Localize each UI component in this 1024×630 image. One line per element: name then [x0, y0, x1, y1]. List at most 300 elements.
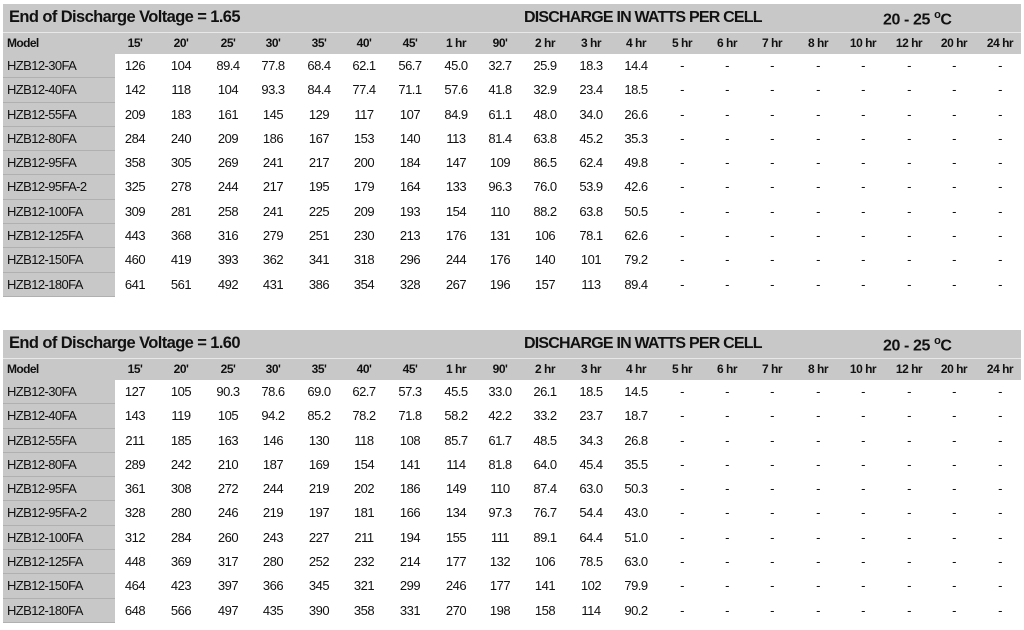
model-name: HZB12-180FA [3, 273, 115, 297]
value-cell: 331 [399, 602, 421, 618]
value-cell: 241 [262, 155, 284, 171]
value-cell: - [816, 276, 820, 292]
value-cell: 492 [217, 276, 239, 292]
table-row [3, 574, 1021, 598]
value-cell: 184 [399, 155, 421, 171]
value-cell: - [907, 554, 911, 570]
value-cell: 341 [308, 252, 330, 268]
value-cell: - [680, 106, 684, 122]
value-cell: 18.5 [624, 82, 648, 98]
value-cell: 107 [399, 106, 421, 122]
value-cell: 51.0 [624, 529, 648, 545]
value-cell: - [770, 602, 774, 618]
value-cell: 114 [446, 456, 466, 472]
value-cell: - [907, 179, 911, 195]
value-cell: - [816, 106, 820, 122]
column-header: 90' [492, 36, 508, 50]
model-name: HZB12-125FA [3, 550, 115, 574]
model-name: HZB12-100FA [3, 526, 115, 550]
value-cell: - [998, 155, 1002, 171]
value-cell: 68.4 [307, 58, 331, 73]
value-cell: 26.6 [624, 106, 648, 122]
title-bar [3, 4, 1021, 32]
column-header: 24 hr [986, 36, 1014, 50]
value-cell: 131 [489, 228, 511, 244]
value-cell: 154 [353, 456, 375, 472]
value-cell: 280 [262, 554, 284, 570]
value-cell: - [907, 529, 911, 545]
value-cell: 141 [534, 578, 556, 594]
value-cell: 147 [445, 155, 467, 171]
value-cell: 96.3 [488, 179, 512, 195]
value-cell: 217 [262, 179, 284, 195]
value-cell: - [816, 58, 820, 73]
value-cell: 14.4 [624, 58, 648, 73]
model-name: HZB12-150FA [3, 248, 115, 272]
column-header: 12 hr [895, 36, 923, 50]
value-cell: 104 [217, 82, 239, 98]
value-cell: - [998, 58, 1002, 73]
column-header: 25' [220, 362, 236, 376]
value-cell: 18.3 [579, 58, 603, 73]
column-header: 40' [356, 36, 372, 50]
value-cell: - [998, 456, 1002, 472]
value-cell: 281 [170, 203, 192, 219]
value-cell: 358 [353, 602, 375, 618]
value-cell: 25.9 [533, 58, 557, 73]
value-cell: - [907, 203, 911, 219]
value-cell: - [816, 252, 820, 268]
value-cell: 118 [171, 82, 191, 98]
header-row [3, 32, 1021, 54]
value-cell: - [770, 408, 774, 424]
value-cell: 41.8 [488, 82, 512, 98]
value-cell: - [725, 432, 729, 448]
value-cell: 321 [353, 578, 375, 594]
value-cell: 242 [170, 456, 192, 472]
value-cell: 177 [489, 578, 511, 594]
value-cell: - [770, 384, 774, 399]
value-cell: 244 [217, 179, 239, 195]
value-cell: 368 [170, 228, 192, 244]
value-cell: 34.3 [579, 432, 603, 448]
value-cell: - [952, 155, 956, 171]
value-cell: - [952, 408, 956, 424]
value-cell: 45.4 [579, 456, 603, 472]
table-subtitle: DISCHARGE IN WATTS PER CELL [524, 335, 762, 352]
value-cell: - [816, 384, 820, 399]
value-cell: 328 [124, 505, 146, 521]
value-cell: 93.3 [261, 82, 285, 98]
value-cell: 62.4 [579, 155, 603, 171]
value-cell: 69.0 [307, 384, 331, 399]
value-cell: 141 [399, 456, 421, 472]
value-cell: 211 [125, 432, 145, 448]
table-row [3, 54, 1021, 78]
model-name: HZB12-95FA-2 [3, 501, 115, 525]
table-row [3, 501, 1021, 525]
value-cell: 26.1 [533, 384, 557, 399]
value-cell: - [952, 456, 956, 472]
value-cell: 214 [399, 554, 421, 570]
value-cell: 90.3 [216, 384, 240, 399]
table-row [3, 175, 1021, 199]
temperature-value: 20 - 25 [883, 11, 935, 29]
value-cell: 200 [353, 155, 375, 171]
value-cell: - [861, 456, 865, 472]
value-cell: - [952, 130, 956, 146]
value-cell: - [952, 228, 956, 244]
value-cell: - [725, 529, 729, 545]
table-row [3, 599, 1021, 623]
value-cell: 354 [353, 276, 375, 292]
value-cell: 89.4 [216, 58, 240, 73]
model-name: HZB12-80FA [3, 127, 115, 151]
title-bar [3, 330, 1021, 358]
value-cell: 209 [353, 203, 375, 219]
value-cell: 225 [308, 203, 330, 219]
value-cell: 566 [170, 602, 192, 618]
value-cell: 106 [534, 228, 556, 244]
value-cell: 328 [399, 276, 421, 292]
value-cell: - [907, 505, 911, 521]
table-row [3, 550, 1021, 574]
value-cell: 45.5 [444, 384, 468, 399]
value-cell: 90.2 [624, 602, 648, 618]
value-cell: 284 [170, 529, 192, 545]
value-cell: - [770, 432, 774, 448]
value-cell: - [770, 179, 774, 195]
value-cell: 209 [217, 130, 239, 146]
value-cell: 186 [399, 481, 421, 497]
model-name: HZB12-55FA [3, 103, 115, 127]
value-cell: 113 [581, 276, 601, 292]
value-cell: 181 [353, 505, 375, 521]
value-cell: - [861, 155, 865, 171]
value-cell: 48.5 [533, 432, 557, 448]
value-cell: - [816, 228, 820, 244]
value-cell: - [680, 130, 684, 146]
value-cell: 129 [308, 106, 330, 122]
column-header: 3 hr [580, 362, 601, 376]
value-cell: 267 [445, 276, 467, 292]
column-header: 15' [127, 362, 143, 376]
value-cell: - [952, 481, 956, 497]
value-cell: 84.9 [444, 106, 468, 122]
value-cell: 43.0 [624, 505, 648, 521]
value-cell: 316 [217, 228, 239, 244]
table-row [3, 103, 1021, 127]
model-name: HZB12-180FA [3, 599, 115, 623]
value-cell: 176 [445, 228, 467, 244]
value-cell: - [952, 432, 956, 448]
value-cell: - [998, 408, 1002, 424]
column-header: 24 hr [986, 362, 1014, 376]
value-cell: 33.0 [488, 384, 512, 399]
value-cell: 50.5 [624, 203, 648, 219]
value-cell: 105 [170, 384, 192, 399]
column-header: 2 hr [534, 362, 555, 376]
value-cell: 153 [353, 130, 375, 146]
value-cell: - [952, 203, 956, 219]
value-cell: - [680, 554, 684, 570]
value-cell: - [680, 481, 684, 497]
column-header: 35' [311, 36, 327, 50]
value-cell: 64.4 [579, 529, 603, 545]
table-row [3, 127, 1021, 151]
value-cell: - [907, 228, 911, 244]
value-cell: - [770, 276, 774, 292]
value-cell: 76.0 [533, 179, 557, 195]
value-cell: 460 [124, 252, 146, 268]
value-cell: - [861, 578, 865, 594]
value-cell: - [998, 554, 1002, 570]
value-cell: 79.2 [624, 252, 648, 268]
value-cell: 57.6 [444, 82, 468, 98]
value-cell: - [680, 203, 684, 219]
value-cell: 48.0 [533, 106, 557, 122]
table-title: End of Discharge Voltage = 1.60 [9, 334, 240, 352]
value-cell: 18.7 [624, 408, 648, 424]
model-name: HZB12-150FA [3, 574, 115, 598]
value-cell: - [998, 130, 1002, 146]
value-cell: 386 [308, 276, 330, 292]
value-cell: 197 [308, 505, 330, 521]
value-cell: 164 [399, 179, 421, 195]
value-cell: 49.8 [624, 155, 648, 171]
value-cell: 448 [124, 554, 146, 570]
value-cell: - [998, 179, 1002, 195]
temperature-unit: C [940, 337, 952, 355]
value-cell: - [725, 554, 729, 570]
value-cell: 140 [534, 252, 556, 268]
value-cell: - [725, 505, 729, 521]
value-cell: - [680, 529, 684, 545]
model-name: HZB12-95FA [3, 477, 115, 501]
value-cell: 185 [170, 432, 192, 448]
column-header: 20 hr [940, 36, 968, 50]
value-cell: 209 [124, 106, 146, 122]
value-cell: 177 [445, 554, 467, 570]
value-cell: - [725, 82, 729, 98]
value-cell: - [770, 203, 774, 219]
value-cell: - [952, 58, 956, 73]
value-cell: 423 [170, 578, 192, 594]
value-cell: - [907, 408, 911, 424]
value-cell: - [770, 481, 774, 497]
column-header: 40' [356, 362, 372, 376]
value-cell: - [952, 106, 956, 122]
column-header: 8 hr [807, 36, 828, 50]
value-cell: 111 [490, 529, 510, 545]
value-cell: 78.1 [579, 228, 603, 244]
value-cell: 280 [170, 505, 192, 521]
value-cell: 76.7 [533, 505, 557, 521]
value-cell: 269 [217, 155, 239, 171]
value-cell: - [816, 155, 820, 171]
value-cell: - [725, 408, 729, 424]
value-cell: 155 [445, 529, 467, 545]
value-cell: - [952, 505, 956, 521]
value-cell: 89.4 [624, 276, 648, 292]
model-header: Model [3, 33, 115, 54]
value-cell: 194 [399, 529, 421, 545]
value-cell: 361 [124, 481, 146, 497]
value-cell: - [998, 106, 1002, 122]
column-header: 90' [492, 362, 508, 376]
value-cell: 53.9 [579, 179, 603, 195]
value-cell: - [680, 82, 684, 98]
value-cell: - [861, 432, 865, 448]
value-cell: 35.3 [624, 130, 648, 146]
value-cell: 78.6 [261, 384, 285, 399]
value-cell: - [770, 578, 774, 594]
value-cell: 130 [308, 432, 330, 448]
value-cell: 246 [217, 505, 239, 521]
value-cell: - [680, 228, 684, 244]
model-name: HZB12-95FA [3, 151, 115, 175]
value-cell: 325 [124, 179, 146, 195]
value-cell: - [907, 276, 911, 292]
value-cell: - [861, 276, 865, 292]
value-cell: 62.6 [624, 228, 648, 244]
value-cell: 142 [124, 82, 146, 98]
value-cell: 57.3 [398, 384, 422, 399]
value-cell: - [680, 276, 684, 292]
value-cell: 127 [124, 384, 146, 399]
value-cell: 210 [217, 456, 239, 472]
value-cell: - [952, 554, 956, 570]
value-cell: 34.0 [579, 106, 603, 122]
value-cell: - [861, 529, 865, 545]
value-cell: - [816, 130, 820, 146]
value-cell: - [816, 456, 820, 472]
value-cell: 88.2 [533, 203, 557, 219]
value-cell: 227 [308, 529, 330, 545]
value-cell: - [952, 82, 956, 98]
value-cell: - [998, 276, 1002, 292]
value-cell: - [725, 203, 729, 219]
value-cell: 35.5 [624, 456, 648, 472]
value-cell: 166 [399, 505, 421, 521]
value-cell: 157 [534, 276, 556, 292]
value-cell: - [861, 602, 865, 618]
value-cell: - [861, 228, 865, 244]
value-cell: 84.4 [307, 82, 331, 98]
value-cell: 318 [353, 252, 375, 268]
value-cell: - [861, 252, 865, 268]
value-cell: 14.5 [624, 384, 648, 399]
value-cell: - [952, 384, 956, 399]
value-cell: - [725, 179, 729, 195]
value-cell: - [907, 252, 911, 268]
value-cell: 54.4 [579, 505, 603, 521]
value-cell: 132 [489, 554, 511, 570]
value-cell: 58.2 [444, 408, 468, 424]
value-cell: - [770, 130, 774, 146]
value-cell: - [861, 481, 865, 497]
value-cell: 64.0 [533, 456, 557, 472]
value-cell: - [770, 252, 774, 268]
degree-symbol: o [934, 9, 941, 21]
value-cell: - [725, 58, 729, 73]
value-cell: - [816, 602, 820, 618]
column-header: 1 hr [445, 362, 466, 376]
value-cell: 497 [217, 602, 239, 618]
value-cell: - [770, 155, 774, 171]
value-cell: 63.0 [624, 554, 648, 570]
column-header: 6 hr [716, 36, 737, 50]
column-header: 20' [173, 362, 189, 376]
value-cell: 109 [489, 155, 511, 171]
value-cell: 50.3 [624, 481, 648, 497]
value-cell: - [861, 554, 865, 570]
column-header: 8 hr [807, 362, 828, 376]
value-cell: - [680, 505, 684, 521]
value-cell: - [861, 203, 865, 219]
value-cell: 63.8 [533, 130, 557, 146]
value-cell: - [725, 276, 729, 292]
value-cell: 85.2 [307, 408, 331, 424]
value-cell: - [861, 106, 865, 122]
value-cell: 317 [217, 554, 239, 570]
value-cell: 419 [170, 252, 192, 268]
value-cell: 81.8 [488, 456, 512, 472]
value-cell: 133 [445, 179, 467, 195]
column-header: 7 hr [761, 36, 782, 50]
value-cell: 169 [308, 456, 330, 472]
value-cell: 45.0 [444, 58, 468, 73]
column-header: 2 hr [534, 36, 555, 50]
value-cell: 77.4 [352, 82, 376, 98]
value-cell: 198 [489, 602, 511, 618]
model-name: HZB12-100FA [3, 200, 115, 224]
value-cell: 241 [262, 203, 284, 219]
value-cell: 81.4 [488, 130, 512, 146]
value-cell: - [680, 432, 684, 448]
table-row [3, 200, 1021, 224]
value-cell: - [861, 130, 865, 146]
temperature-unit: C [940, 11, 952, 29]
value-cell: - [680, 179, 684, 195]
value-cell: - [861, 505, 865, 521]
temperature-range [883, 9, 952, 29]
value-cell: - [952, 529, 956, 545]
table-title: End of Discharge Voltage = 1.65 [9, 8, 240, 26]
value-cell: - [725, 155, 729, 171]
value-cell: 149 [445, 481, 467, 497]
discharge-table-2 [3, 330, 1021, 623]
value-cell: 32.9 [533, 82, 557, 98]
value-cell: 296 [399, 252, 421, 268]
value-cell: - [907, 106, 911, 122]
table-row [3, 380, 1021, 404]
value-cell: 279 [262, 228, 284, 244]
column-header: 5 hr [671, 36, 692, 50]
value-cell: 87.4 [533, 481, 557, 497]
value-cell: 179 [353, 179, 375, 195]
value-cell: - [680, 602, 684, 618]
value-cell: - [952, 276, 956, 292]
value-cell: 464 [124, 578, 146, 594]
value-cell: - [861, 58, 865, 73]
value-cell: 56.7 [398, 58, 422, 73]
value-cell: - [998, 505, 1002, 521]
value-cell: - [952, 179, 956, 195]
value-cell: - [816, 408, 820, 424]
column-header: 3 hr [580, 36, 601, 50]
value-cell: - [907, 130, 911, 146]
